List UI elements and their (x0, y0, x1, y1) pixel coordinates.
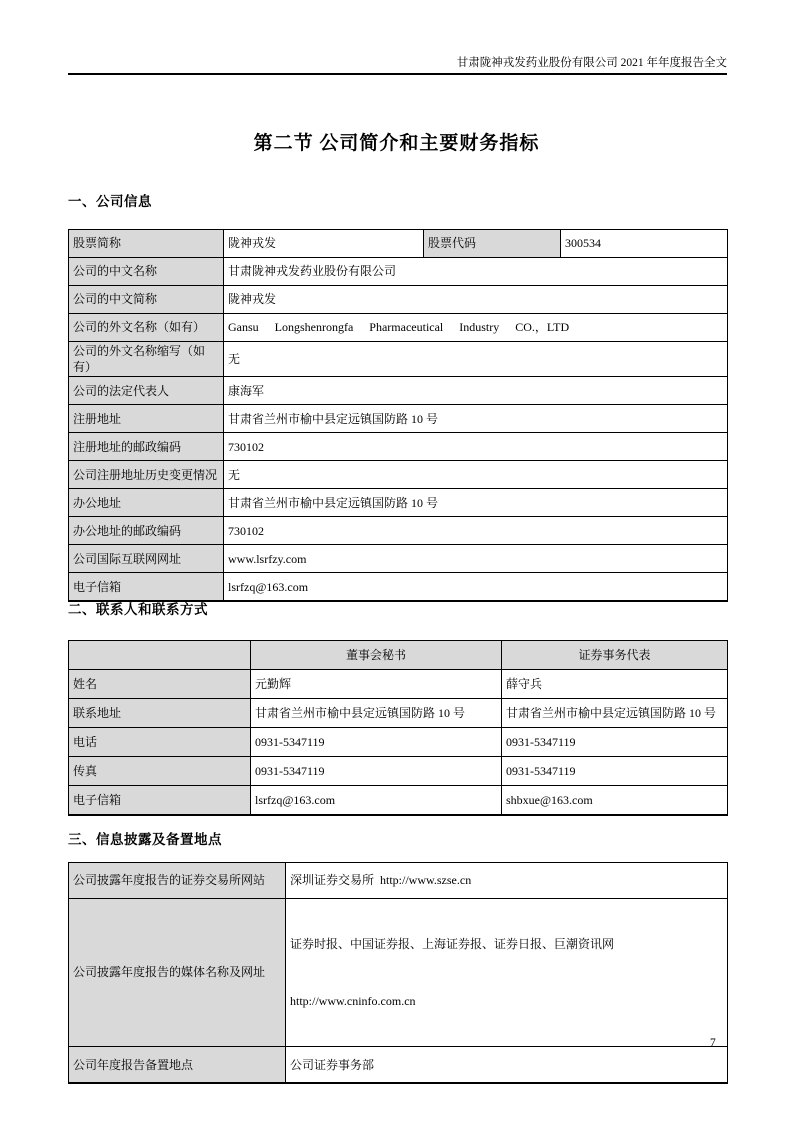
cell-label: 联系地址 (69, 699, 251, 728)
column-header-secretary: 董事会秘书 (251, 641, 502, 670)
table-row (69, 258, 728, 286)
cell-label: 电子信箱 (69, 573, 224, 602)
cell-label: 办公地址 (69, 489, 224, 517)
cell-label: 公司国际互联网网址 (69, 545, 224, 573)
cell-value: 陇神戎发 (224, 286, 728, 314)
contacts-table (68, 640, 728, 816)
table-row (69, 461, 728, 489)
cell-label: 公司的法定代表人 (69, 377, 224, 405)
cell-value: 薛守兵 (502, 670, 728, 699)
cell-label: 公司披露年度报告的媒体名称及网址 (69, 899, 286, 1047)
table-row (69, 728, 728, 757)
table-row (69, 899, 728, 1047)
table-row (69, 314, 728, 342)
cell-label: 电子信箱 (69, 786, 251, 816)
cell-label: 股票代码 (424, 230, 561, 258)
cell-label: 公司披露年度报告的证券交易所网站 (69, 863, 286, 899)
cell-value: 公司证券事务部 (286, 1047, 728, 1084)
cell-value: Gansu Longshenrongfa Pharmaceutical Industry CO.，LTD (224, 314, 728, 342)
cell-label: 注册地址 (69, 405, 224, 433)
cell-value: 元勤辉 (251, 670, 502, 699)
table-row (69, 757, 728, 786)
table-row (69, 342, 728, 377)
cell-value: lsrfzq@163.com (251, 786, 502, 816)
cell-value: 无 (224, 461, 728, 489)
table-row (69, 433, 728, 461)
table-row (69, 405, 728, 433)
disclosure-table (68, 862, 728, 1084)
cell-label: 公司注册地址历史变更情况 (69, 461, 224, 489)
table-row (69, 545, 728, 573)
cell-label: 公司年度报告备置地点 (69, 1047, 286, 1084)
company-info-table (68, 229, 728, 602)
cell-value: 730102 (224, 433, 728, 461)
table-row (69, 517, 728, 545)
cell-label: 电话 (69, 728, 251, 757)
cell-value-line: 证券时报、中国证券报、上海证券报、证券日报、巨潮资讯网 (290, 937, 615, 952)
cell-label: 公司的中文名称 (69, 258, 224, 286)
cell-value: 甘肃省兰州市榆中县定远镇国防路 10 号 (502, 699, 728, 728)
table-row (69, 377, 728, 405)
cell-value: 甘肃陇神戎发药业股份有限公司 (224, 258, 728, 286)
cell-value (286, 899, 728, 1047)
table-row (69, 230, 728, 258)
cell-value: 甘肃省兰州市榆中县定远镇国防路 10 号 (224, 489, 728, 517)
table-row (69, 489, 728, 517)
cell-value: shbxue@163.com (502, 786, 728, 816)
cell-value: 甘肃省兰州市榆中县定远镇国防路 10 号 (251, 699, 502, 728)
cell-value: 陇神戎发 (224, 230, 424, 258)
cell-value: 300534 (561, 230, 728, 258)
page-title: 第二节 公司简介和主要财务指标 (253, 133, 540, 154)
column-header-representative: 证券事务代表 (502, 641, 728, 670)
cell-label: 公司的外文名称（如有） (69, 314, 224, 342)
section-heading-contacts: 二、联系人和联系方式 (68, 602, 208, 617)
section-heading-company-info: 一、公司信息 (68, 194, 152, 209)
cell-label: 注册地址的邮政编码 (69, 433, 224, 461)
table-row (69, 863, 728, 899)
table-row (69, 1047, 728, 1084)
table-row (69, 699, 728, 728)
cell-label: 办公地址的邮政编码 (69, 517, 224, 545)
cell-value: 0931-5347119 (502, 728, 728, 757)
cell-label: 公司的中文简称 (69, 286, 224, 314)
cell-value: 甘肃省兰州市榆中县定远镇国防路 10 号 (224, 405, 728, 433)
cell-label: 传真 (69, 757, 251, 786)
table-row (69, 786, 728, 816)
table-row (69, 286, 728, 314)
corner-cell (69, 641, 251, 670)
cell-value: 深圳证券交易所 http://www.szse.cn (286, 863, 728, 899)
cell-value: 无 (224, 342, 728, 377)
cell-value: 730102 (224, 517, 728, 545)
cell-value: 0931-5347119 (251, 757, 502, 786)
running-header: 甘肃陇神戎发药业股份有限公司 2021 年年度报告全文 (456, 57, 727, 69)
table-header-row (69, 641, 728, 670)
cell-value-line: http://www.cninfo.com.cn (290, 993, 416, 1008)
cell-label: 公司的外文名称缩写（如有） (69, 342, 224, 377)
page-number: 7 (710, 1037, 716, 1049)
cell-value: 0931-5347119 (502, 757, 728, 786)
header-rule (68, 73, 727, 75)
cell-value: lsrfzq@163.com (224, 573, 728, 602)
cell-label: 姓名 (69, 670, 251, 699)
section-heading-disclosure: 三、信息披露及备置地点 (68, 832, 222, 847)
cell-value: www.lsrfzy.com (224, 545, 728, 573)
table-row (69, 670, 728, 699)
cell-value: 0931-5347119 (251, 728, 502, 757)
cell-value: 康海军 (224, 377, 728, 405)
cell-label: 股票简称 (69, 230, 224, 258)
